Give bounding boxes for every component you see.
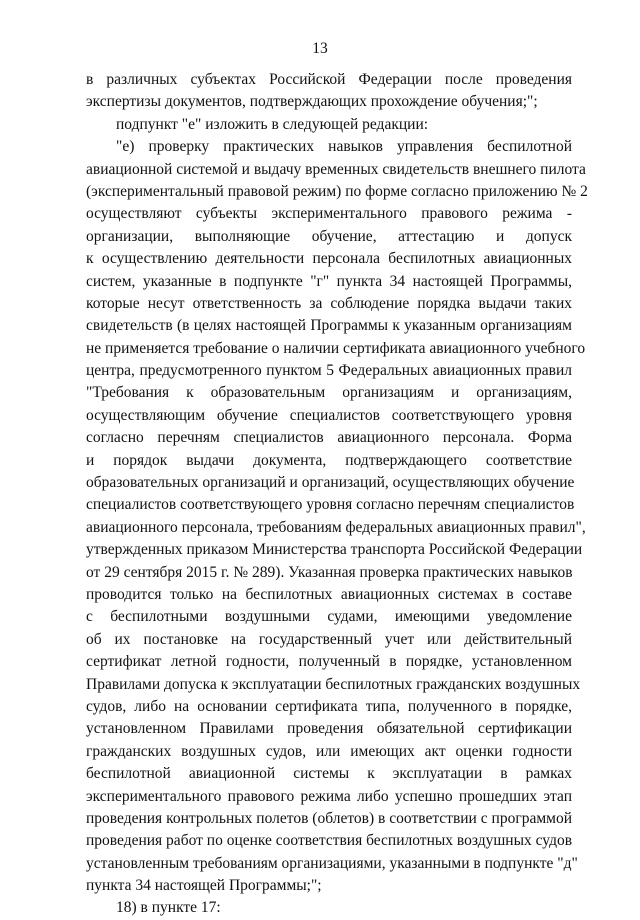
text-line: установленным требованиям организациями, указанными в подпункте "д" bbox=[86, 854, 578, 872]
text-line: утвержденных приказом Министерства транспорта Российской Федерации bbox=[86, 541, 583, 559]
text-line: "е) проверку практических навыков управления беспилотной bbox=[116, 138, 572, 156]
text-line: судов, либо на основании сертификата типа, полученного в порядке, bbox=[86, 697, 572, 715]
text-line: установленном Правилами проведения обязательной сертификации bbox=[86, 720, 572, 738]
text-line: пункта 34 настоящей Программы;"; bbox=[86, 877, 322, 895]
text-line: осуществляющим обучение специалистов соответствующего уровня bbox=[86, 406, 572, 424]
text-line: которые несут ответственность за соблюдение порядка выдачи таких bbox=[86, 294, 572, 312]
text-line: образовательных организаций и организаций, осуществляющих обучение bbox=[86, 474, 575, 492]
text-line: сертификат летной годности, полученный в порядке, установленном bbox=[86, 653, 572, 671]
text-line: не применяется требование о наличии сертификата авиационного учебного bbox=[86, 339, 586, 357]
text-line: в различных субъектах Российской Федерации после проведения bbox=[86, 71, 572, 88]
text-line: подпункт "е" изложить в следующей редакции: bbox=[116, 115, 429, 133]
text-line: экспертизы документов, подтверждающих прохождение обучения;"; bbox=[86, 93, 538, 111]
text-line: от 29 сентября 2015 г. № 289). Указанная проверка практических навыков bbox=[86, 563, 573, 581]
text-line: специалистов соответствующего уровня согласно перечням специалистов bbox=[86, 496, 575, 514]
text-line: (экспериментальный правовой режим) по форме согласно приложению № 2 bbox=[86, 182, 588, 200]
page-number: 13 bbox=[312, 40, 328, 57]
text-line: к осуществлению деятельности персонала беспилотных авиационных bbox=[86, 250, 572, 268]
text-line: свидетельств (в целях настоящей Программы к указанным организациям bbox=[86, 317, 572, 335]
text-line: и порядок выдачи документа, подтверждающего соответствие bbox=[86, 451, 572, 469]
text-line: проведения контрольных полетов (облетов) в соответствии с программой bbox=[86, 809, 572, 827]
document-body bbox=[86, 69, 588, 920]
text-line: авиационного персонала, требованиям федеральных авиационных правил", bbox=[86, 518, 586, 536]
text-line: экспериментального правового режима либо успешно прошедших этап bbox=[86, 787, 572, 805]
text-line: проводится только на беспилотных авиационных системах в составе bbox=[86, 585, 572, 603]
text-line: "Требования к образовательным организациям и организациям, bbox=[86, 384, 572, 402]
text-line: авиационной системой и выдачу временных свидетельств внешнего пилота bbox=[86, 160, 586, 178]
text-line: гражданских воздушных судов, или имеющих акт оценки годности bbox=[86, 742, 572, 760]
text-line: проведения работ по оценке соответствия беспилотных воздушных судов bbox=[86, 832, 573, 850]
text-line: согласно перечням специалистов авиационного персонала. Форма bbox=[86, 429, 572, 447]
text-line: с беспилотными воздушными судами, имеющими уведомление bbox=[86, 608, 572, 626]
text-line: систем, указанные в подпункте "г" пункта 34 настоящей Программы, bbox=[86, 272, 572, 290]
text-line: 18) в пункте 17: bbox=[116, 899, 221, 917]
text-line: беспилотной авиационной системы к эксплуатации в рамках bbox=[86, 765, 572, 783]
text-line: об их постановке на государственный учет или действительный bbox=[86, 630, 572, 648]
text-line: организации, выполняющие обучение, аттестацию и допуск bbox=[86, 227, 572, 245]
text-line: осуществляют субъекты экспериментального правового режима - bbox=[86, 205, 572, 223]
text-line: Правилами допуска к эксплуатации беспилотных гражданских воздушных bbox=[86, 675, 581, 693]
text-line: центра, предусмотренного пунктом 5 Федеральных авиационных правил bbox=[86, 362, 572, 380]
